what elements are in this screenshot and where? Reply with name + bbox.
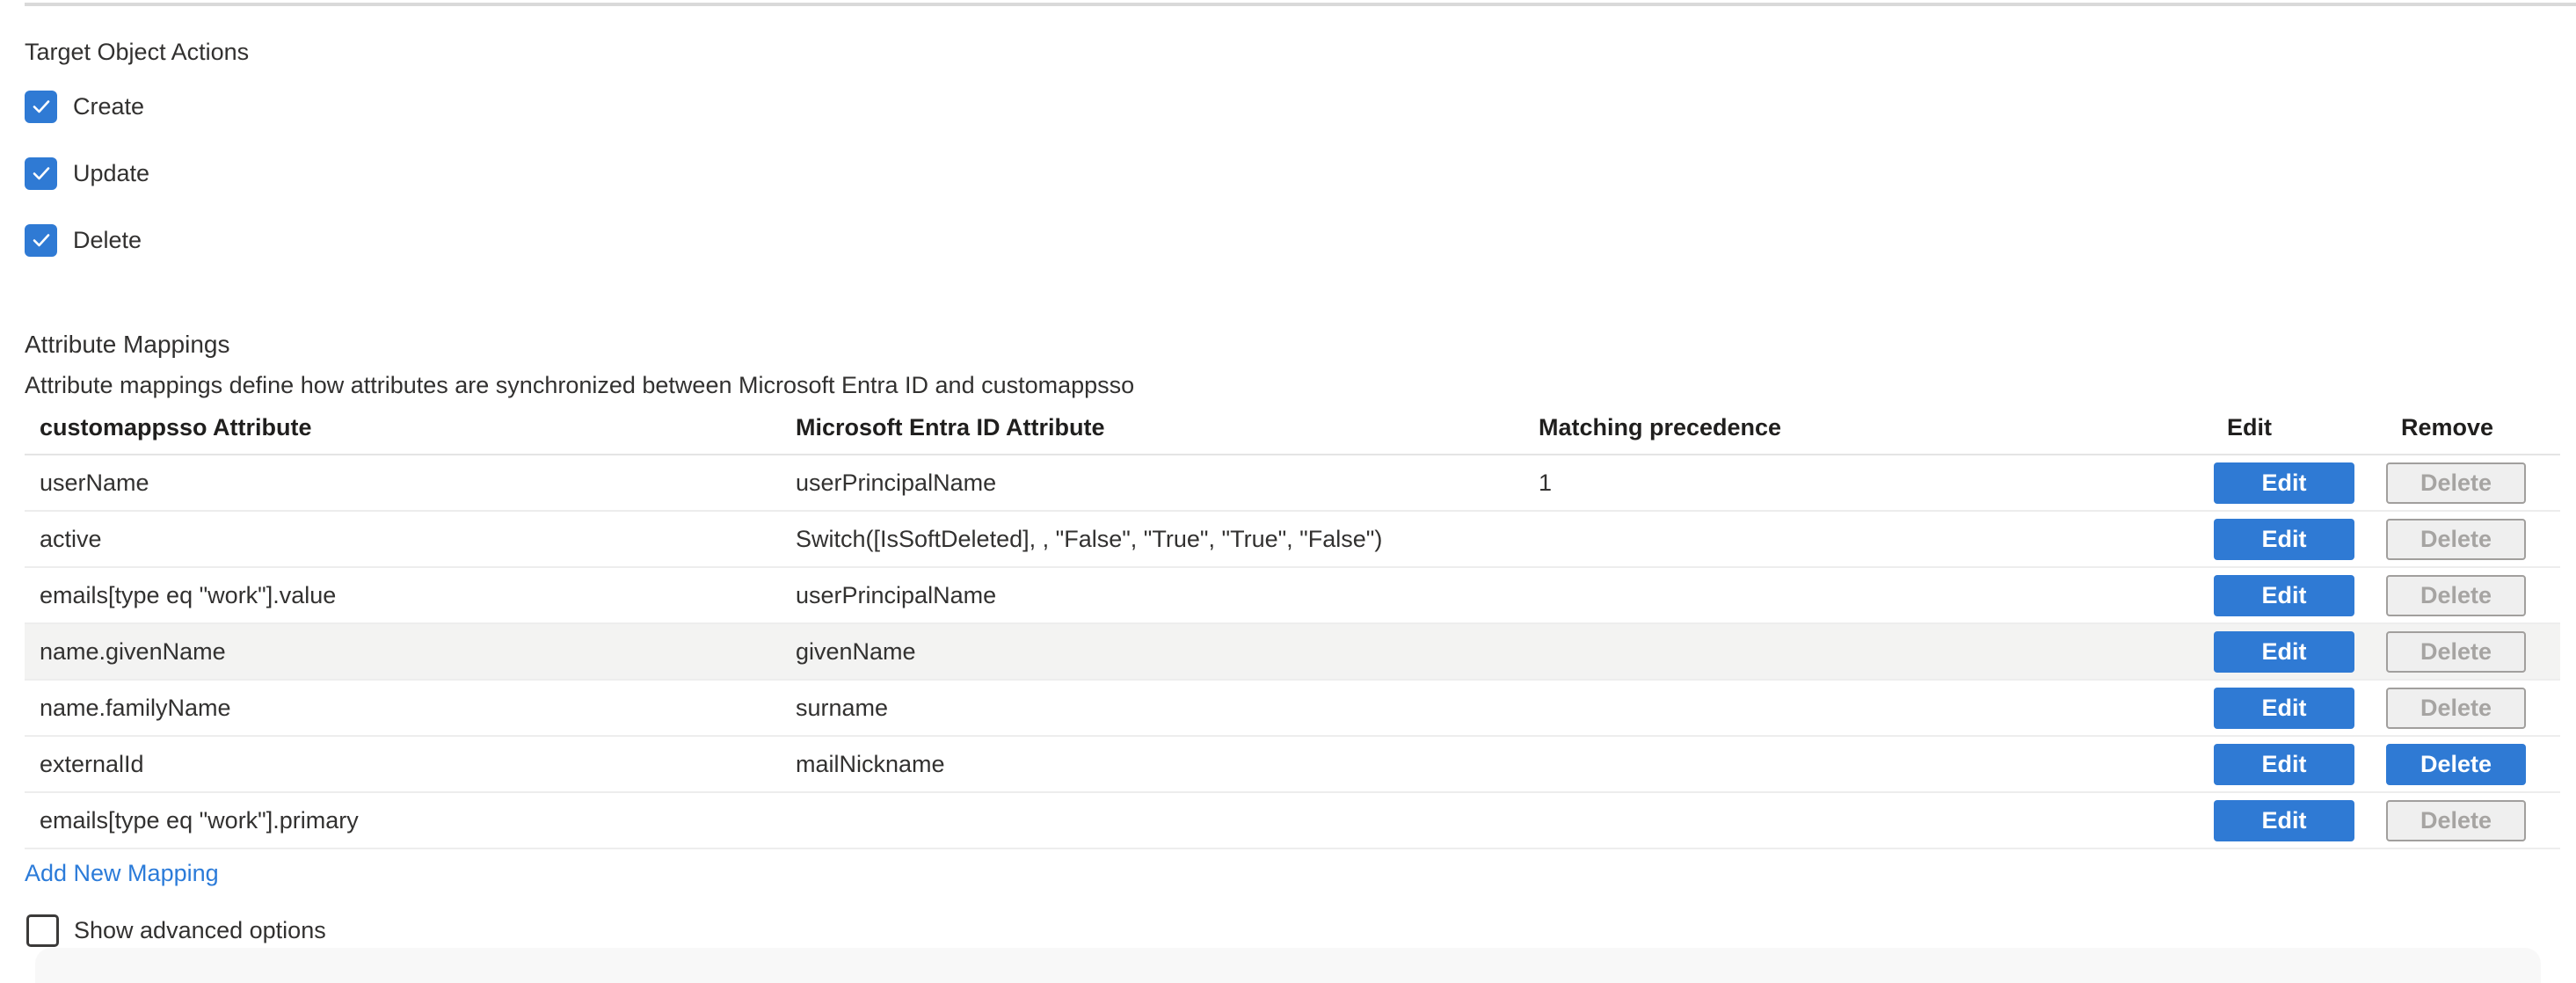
entra-attribute-cell: mailNickname	[796, 750, 945, 777]
action-label: Delete	[73, 226, 142, 253]
app-attribute-cell: name.familyName	[40, 694, 231, 721]
target-action-item	[25, 90, 2576, 123]
show-advanced-options-label: Show advanced options	[74, 917, 326, 943]
mapping-table-row	[25, 455, 2560, 512]
app-attribute-cell: active	[40, 525, 102, 552]
target-object-actions-group	[25, 90, 2576, 257]
entra-attribute-cell: userPrincipalName	[796, 469, 997, 496]
add-new-mapping-link[interactable]: Add New Mapping	[25, 860, 219, 886]
delete-button[interactable]: Delete	[2386, 575, 2526, 616]
delete-button[interactable]: Delete	[2386, 688, 2526, 729]
show-advanced-options-row	[26, 914, 2576, 947]
column-header-remove: Remove	[2401, 413, 2494, 441]
column-header-app-attribute: customappsso Attribute	[40, 413, 312, 441]
table-header-row	[25, 401, 2560, 455]
mapping-table-row	[25, 568, 2560, 624]
target-object-actions-title: Target Object Actions	[25, 39, 250, 65]
column-header-matching-precedence: Matching precedence	[1539, 413, 1782, 441]
checkmark-icon	[31, 163, 52, 184]
remove-cell	[2386, 462, 2560, 504]
show-advanced-options-checkbox[interactable]	[26, 914, 59, 947]
edit-cell	[2214, 575, 2386, 616]
attribute-mappings-title: Attribute Mappings	[25, 331, 230, 358]
edit-cell	[2214, 800, 2386, 841]
entra-attribute-cell: givenName	[796, 637, 916, 665]
edit-button[interactable]: Edit	[2214, 631, 2354, 673]
edit-button[interactable]: Edit	[2214, 519, 2354, 560]
app-attribute-cell: userName	[40, 469, 149, 496]
remove-cell	[2386, 800, 2560, 841]
edit-cell	[2214, 631, 2386, 673]
edit-cell	[2214, 744, 2386, 785]
delete-button[interactable]: Delete	[2386, 800, 2526, 841]
mapping-table-row	[25, 512, 2560, 568]
entra-attribute-cell: surname	[796, 694, 889, 721]
edit-button[interactable]: Edit	[2214, 575, 2354, 616]
checkmark-icon	[31, 229, 52, 251]
entra-attribute-cell: userPrincipalName	[796, 581, 997, 608]
action-label: Update	[73, 159, 150, 186]
column-header-edit: Edit	[2227, 413, 2272, 441]
app-attribute-cell: name.givenName	[40, 637, 226, 665]
checkmark-icon	[31, 96, 52, 117]
attribute-mappings-description: Attribute mappings define how attributes are synchronized between Microsoft Entra ID and customappsso	[25, 372, 1135, 398]
entra-attribute-cell: Switch([IsSoftDeleted], , "False", "True", "True", "False")	[796, 525, 1383, 552]
remove-cell	[2386, 575, 2560, 616]
action-checkbox[interactable]	[25, 224, 57, 257]
remove-cell	[2386, 631, 2560, 673]
app-attribute-cell: externalId	[40, 750, 144, 777]
action-checkbox[interactable]	[25, 157, 57, 190]
mapping-table-row	[25, 737, 2560, 793]
edit-button[interactable]: Edit	[2214, 800, 2354, 841]
edit-button[interactable]: Edit	[2214, 744, 2354, 785]
delete-button[interactable]: Delete	[2386, 631, 2526, 673]
matching-precedence-cell: 1	[1539, 469, 1553, 496]
edit-cell	[2214, 462, 2386, 504]
attribute-mappings-table	[25, 401, 2560, 849]
edit-cell	[2214, 688, 2386, 729]
edit-button[interactable]: Edit	[2214, 688, 2354, 729]
remove-cell	[2386, 688, 2560, 729]
column-header-entra-attribute: Microsoft Entra ID Attribute	[796, 413, 1105, 441]
mapping-table-row	[25, 681, 2560, 737]
delete-button[interactable]: Delete	[2386, 519, 2526, 560]
delete-button[interactable]: Delete	[2386, 462, 2526, 504]
app-attribute-cell: emails[type eq "work"].value	[40, 581, 337, 608]
target-action-item	[25, 157, 2576, 190]
app-attribute-cell: emails[type eq "work"].primary	[40, 806, 359, 834]
mapping-table-row	[25, 624, 2560, 681]
mapping-table-row	[25, 793, 2560, 849]
action-checkbox[interactable]	[25, 91, 57, 123]
next-section-panel	[35, 948, 2541, 983]
remove-cell	[2386, 744, 2560, 785]
remove-cell	[2386, 519, 2560, 560]
edit-button[interactable]: Edit	[2214, 462, 2354, 504]
target-action-item	[25, 223, 2576, 257]
delete-button[interactable]: Delete	[2386, 744, 2526, 785]
action-label: Create	[73, 92, 145, 120]
edit-cell	[2214, 519, 2386, 560]
